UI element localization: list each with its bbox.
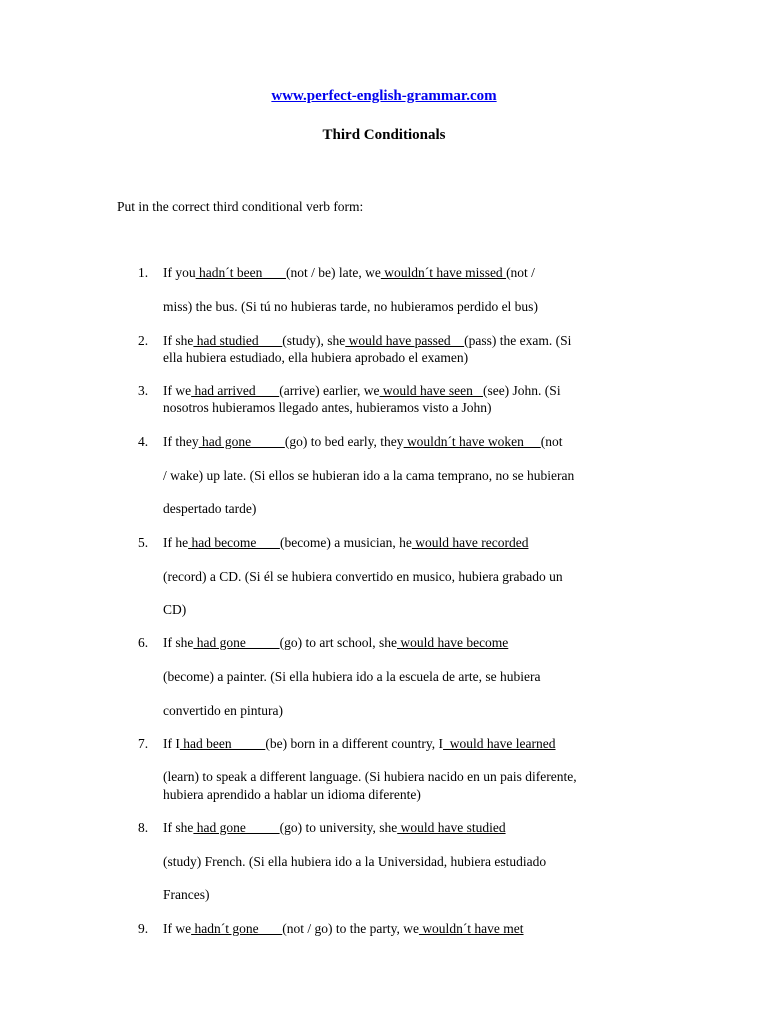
item-line-1 <box>163 265 535 281</box>
page-title: Third Conditionals <box>322 127 446 143</box>
item-line-2: (become) a painter. (Si ella hubiera ido a la escuela de arte, se hubiera <box>163 669 541 684</box>
sentence-text: If I <box>163 736 180 751</box>
item-line-1 <box>163 434 563 450</box>
answer-blank: would have seen <box>379 383 483 398</box>
item-line-2: miss) the bus. (Si tú no hubieras tarde, no hubieramos perdido el bus) <box>163 299 538 314</box>
sentence-text: If we <box>163 921 192 936</box>
answer-blank: wouldn´t have missed <box>380 265 507 280</box>
answer-blank: had gone <box>193 635 280 650</box>
item-number: 7. <box>138 736 149 751</box>
item-number: 2. <box>138 333 149 348</box>
sentence-text: If they <box>163 434 199 449</box>
site-url-link[interactable]: www.perfect-english-grammar.com <box>271 88 497 104</box>
item-line-2: (study) French. (Si ella hubiera ido a la Universidad, hubiera estudiado <box>163 854 547 869</box>
item-line-1 <box>163 383 561 399</box>
item-line-3: CD) <box>163 602 187 617</box>
item-line-1 <box>163 333 571 349</box>
item-number: 9. <box>138 921 149 936</box>
sentence-text: (not / <box>506 265 535 280</box>
answer-blank: would have become <box>396 635 509 650</box>
answer-blank: would have studied <box>397 820 506 835</box>
sentence-text: (go) to bed early, they <box>284 434 404 449</box>
sentence-text: (study), she <box>282 333 346 348</box>
item-line-1 <box>163 635 508 651</box>
sentence-text: (not / go) to the party, we <box>282 921 419 936</box>
sentence-text: (become) a musician, he <box>279 535 412 550</box>
sentence-text: (be) born in a different country, I <box>265 736 444 751</box>
sentence-text: (not <box>540 434 563 449</box>
answer-blank: hadn´t been <box>195 265 286 280</box>
answer-blank: would have recorded <box>411 535 529 550</box>
sentence-text: If she <box>163 820 194 835</box>
sentence-text: (not / be) late, we <box>285 265 381 280</box>
item-number: 6. <box>138 635 149 650</box>
sentence-text: If she <box>163 635 194 650</box>
sentence-text: (go) to art school, she <box>279 635 397 650</box>
item-line-1 <box>163 535 528 551</box>
answer-blank: hadn´t gone <box>191 921 283 936</box>
item-number: 5. <box>138 535 149 550</box>
item-line-2: (record) a CD. (Si él se hubiera convertido en musico, hubiera grabado un <box>163 569 563 584</box>
item-line-2: / wake) up late. (Si ellos se hubieran ido a la cama temprano, no se hubieran <box>163 468 575 483</box>
answer-blank: would have learned <box>443 736 556 751</box>
sentence-text: (pass) the exam. (Si <box>464 333 572 348</box>
item-line-3: convertido en pintura) <box>163 703 283 718</box>
item-number: 1. <box>138 265 149 280</box>
sentence-text: (see) John. (Si <box>482 383 561 398</box>
sentence-text: (arrive) earlier, we <box>279 383 380 398</box>
item-line-3: hubiera aprendido a hablar un idioma diferente) <box>163 787 421 802</box>
answer-blank: had studied <box>193 333 283 348</box>
answer-blank: would have passed <box>345 333 465 348</box>
item-line-3: Frances) <box>163 887 210 902</box>
item-line-2: ella hubiera estudiado, ella hubiera aprobado el examen) <box>163 350 469 365</box>
answer-blank: had been <box>179 736 266 751</box>
sentence-text: If she <box>163 333 194 348</box>
answer-blank: had arrived <box>191 383 280 398</box>
answer-blank: had gone <box>193 820 280 835</box>
instruction-text: Put in the correct third conditional verb form: <box>117 199 364 214</box>
sentence-text: (go) to university, she <box>279 820 398 835</box>
answer-blank: wouldn´t have woken <box>403 434 541 449</box>
item-line-1 <box>163 921 524 937</box>
item-line-3: despertado tarde) <box>163 501 257 516</box>
answer-blank: wouldn´t have met <box>418 921 524 936</box>
item-line-1 <box>163 820 506 836</box>
item-number: 4. <box>138 434 149 449</box>
item-line-2: (learn) to speak a different language. (Si hubiera nacido en un pais diferente, <box>163 769 577 784</box>
item-number: 3. <box>138 383 149 398</box>
item-number: 8. <box>138 820 149 835</box>
item-line-2: nosotros hubieramos llegado antes, hubieramos visto a John) <box>163 400 492 415</box>
sentence-text: If we <box>163 383 192 398</box>
sentence-text: If you <box>163 265 196 280</box>
answer-blank: had become <box>188 535 280 550</box>
answer-blank: had gone <box>198 434 285 449</box>
item-line-1 <box>163 736 556 752</box>
sentence-text: If he <box>163 535 189 550</box>
